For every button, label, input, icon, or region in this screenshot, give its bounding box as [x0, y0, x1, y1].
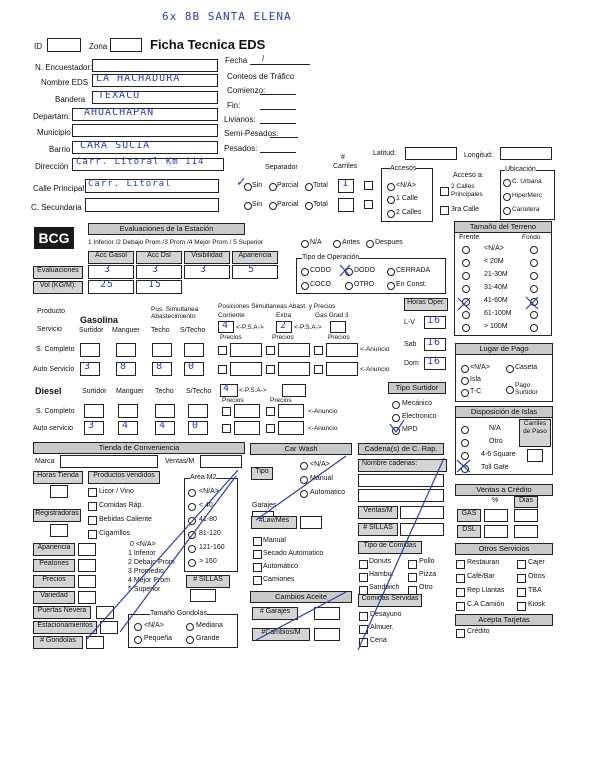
dsl-col-surtidor: Surtidor: [82, 388, 107, 395]
cadenas-ventas-label: Ventas/M: [358, 506, 398, 519]
tamano-opt-7: > 100M: [484, 323, 508, 330]
credito-pct-label: %: [492, 497, 499, 504]
gas-as-value-4: 0: [188, 361, 196, 372]
accesos-na-label: <N/A>: [396, 182, 416, 189]
mecanico-label: Mecánico: [402, 400, 432, 407]
vol-value-2: 15: [148, 279, 163, 290]
pago-caseta-label: Caseta: [515, 364, 538, 371]
row-evaluaciones: Evaluaciones: [33, 266, 83, 279]
comidas-servidas-label: Comidas Servidas: [358, 594, 422, 607]
semipesados-label: Semi-Pesados:: [224, 129, 279, 138]
departamento-label: Departam.: [33, 112, 71, 121]
eval-value-2: 3: [152, 264, 160, 275]
precios-label-1: Precios: [220, 334, 242, 341]
cambios-strike-line: [256, 592, 346, 640]
eval-value-1: 3: [104, 264, 112, 275]
separador-label: Separador: [265, 164, 298, 171]
gas-as-value-3: 8: [156, 361, 164, 372]
credito-dsl-label: DSL: [457, 525, 481, 538]
tamano-opt-4: 31-40M: [484, 284, 508, 291]
tamano-opt-1: <N/A>: [484, 245, 504, 252]
direccion-value: Carr. Litoral Km 114: [76, 157, 205, 167]
tienda-strike-line-2: [120, 476, 236, 632]
dodo-label: DODO: [354, 267, 375, 274]
scale-1: 1 Inferior: [128, 550, 156, 557]
horas-lv-label: L-V: [404, 319, 415, 326]
sandwich-label: Sandwich: [369, 584, 400, 591]
urbana-label: C. Urbana: [512, 178, 542, 185]
anuncio-label-1: <-Anuncio: [360, 346, 390, 353]
col-apariencia: Apariencia: [232, 251, 278, 264]
tg-na-label: <N/A>: [144, 622, 164, 629]
accesos-title: Accesos: [390, 165, 417, 172]
municipio-label: Municipio: [37, 128, 71, 137]
latitud-label: Latitud:: [373, 150, 396, 157]
cambios-header: Cambios Aceite: [250, 591, 352, 603]
fondo-label: Fondo: [522, 234, 541, 241]
sep-sin-label-2: Sin: [252, 201, 263, 208]
hash-label: #: [341, 154, 345, 161]
tarjeta-credito-label: Crédito: [467, 628, 490, 635]
tollgate-cross-mark: [457, 460, 470, 472]
corriente-label: Corriente: [218, 312, 245, 319]
col-acc-dsl: Acc Dsl: [136, 251, 182, 264]
ca-camion-label: C.A Camión: [467, 601, 505, 608]
calle-secundaria-label: C. Secundaria: [31, 203, 82, 212]
gas-col-surtidor: Surtidor: [79, 327, 104, 334]
puertas-label: Puertas Nevera: [33, 606, 91, 619]
diesel-precios-2: Precios: [270, 397, 292, 404]
precios-label-2: Precios: [272, 334, 294, 341]
otros-header: Otros Servicios: [455, 543, 553, 555]
area-gt160-label: > 160: [199, 558, 217, 565]
pesados-label: Pesados:: [224, 144, 258, 153]
tienda-header: Tienda de Conveniencia: [33, 442, 245, 454]
dsl-as-value-2: 4: [122, 420, 130, 431]
dsl-col-manguer: Manguer: [116, 388, 144, 395]
mpd-check-mark: [390, 420, 404, 432]
zona-label: Zona: [89, 42, 108, 51]
producto-label: Producto: [37, 308, 66, 315]
sep-parcial-label-2: Parcial: [277, 201, 299, 208]
dsl-row-scompleto: S. Completo: [36, 408, 75, 415]
dsl-anuncio-1: <-Anuncio: [308, 408, 338, 415]
horas-title: Horas Oper.: [404, 298, 448, 311]
marca-label: Marca: [35, 458, 55, 465]
horas-dom-label: Dom: [404, 360, 419, 367]
check-mark-icon: ✓: [236, 175, 247, 190]
psa-label-2: <-P.S.A->: [294, 324, 322, 331]
dodo-cross-mark: [340, 265, 350, 276]
fecha-slash: /: [262, 54, 265, 63]
horas-dom-value: 16: [427, 356, 442, 367]
anuncio-label-2: <-Anuncio: [360, 366, 390, 373]
departamento-value: AHUACHAPAN: [84, 107, 155, 118]
cajer-label: Cajer: [528, 559, 545, 566]
cw-auto-item: Automático: [263, 563, 299, 570]
estacionamientos-label: Estacionamientos: [33, 621, 97, 634]
accesos-1calle-label: 1 Calle: [396, 195, 418, 202]
gas-col-stecho: S/Techo: [180, 327, 206, 334]
cadenas-nombre-label: Nombre cadenas:: [358, 459, 447, 472]
area-title: Area M2: [190, 474, 217, 481]
area-na-label: <N/A>: [199, 488, 219, 495]
evaluaciones-header: Evaluaciones de la Estación: [88, 223, 245, 235]
cw-na-label: <N/A>: [310, 461, 330, 468]
corriente-psa-value: 4: [222, 320, 230, 331]
evaluaciones-scale: 1 Inferior /2 Debajo Prom /3 Prom /4 Mejor Prom / 5 Superior: [88, 239, 264, 246]
id-label: ID: [34, 42, 42, 51]
tamano-opt-5: 41-60M: [484, 297, 508, 304]
principales-label: 2 Calles Principales: [451, 183, 483, 198]
otro-label: OTRO: [354, 281, 375, 288]
donuts-label: Donuts: [369, 558, 392, 565]
tamano-header: Tamaño del Terreno: [454, 221, 552, 233]
area-40-label: < 40: [199, 502, 213, 509]
sep-parcial-label-1: Parcial: [277, 182, 299, 189]
gas-row-auto: Auto Servicio: [33, 366, 75, 373]
carwash-strike-line-1: [256, 456, 346, 520]
eval-value-4: 5: [248, 264, 256, 275]
coco-label: COCO: [310, 281, 331, 288]
hambu-label: Hambu.: [369, 571, 394, 578]
comidas-label: Comidas Ráp.: [99, 502, 144, 509]
handwritten-header: 6x 8B SANTA ELENA: [162, 10, 292, 23]
apariencia-label: Apariencia: [33, 543, 75, 556]
cafe-label: Café/Bar: [467, 573, 495, 580]
calle-principal-label: Calle Principal: [33, 184, 85, 193]
bandera-label: Bandera: [55, 95, 86, 104]
horas-sab-label: Sab: [404, 341, 417, 348]
cw-garajes-label: Garajes: [252, 502, 277, 509]
tarjetas-header: Acepta Tarjetas: [455, 614, 553, 626]
gas-col-techo: Techo: [151, 327, 170, 334]
electronico-label: Electronico: [402, 413, 437, 420]
bandera-value: TEXACO: [98, 90, 141, 101]
carwash-tipo-label: Tipo: [251, 467, 273, 480]
comienzo-label: Comienzo:: [227, 86, 266, 95]
tienda-strike-line-1: [86, 470, 238, 640]
nombre-eds-value: LA HACHADURA: [96, 73, 181, 84]
cerrada-label: CERRADA: [396, 267, 431, 274]
tg-pequena-label: Pequeña: [144, 635, 173, 642]
area-120-label: 81-120: [199, 530, 221, 537]
licor-label: Licor / Vino: [99, 488, 134, 495]
row-vol: Vol (KG/M):: [33, 281, 83, 294]
fondo-cross-mark: [526, 297, 538, 309]
disposicion-header: Disposición de Islas: [455, 406, 553, 418]
cadenas-sillas-label: # SILLAS: [358, 523, 398, 536]
tg-mediana-label: Mediana: [196, 622, 223, 629]
cw-camiones-item: Camiones: [263, 576, 295, 583]
calle-principal-value: Carr. Litoral: [88, 179, 172, 189]
credito-gas-label: GAS: [457, 509, 481, 522]
gas-row-scompleto: S. Completo: [36, 346, 75, 353]
lugar-pago-header: Lugar de Pago: [455, 343, 553, 355]
credito-dias-label: Dias: [514, 496, 538, 508]
col-acc-gasol: Acc Gasol: [88, 251, 134, 264]
dsl-col-techo: Techo: [155, 388, 174, 395]
area-80-label: 41-80: [199, 516, 217, 523]
direccion-label: Dirección: [35, 162, 69, 171]
carriles-value: 1: [342, 178, 350, 189]
grad3-label: Gas Grad 3: [315, 312, 349, 319]
area-160-label: 121-160: [199, 544, 225, 551]
islas-otro-label: Otro: [489, 438, 503, 445]
cadenas-strike-line: [358, 458, 444, 650]
dsl-row-auto: Auto servicio: [33, 425, 74, 432]
pago-isla-label: Isla: [470, 376, 481, 383]
restauran-label: Restauran: [467, 559, 500, 566]
encuestador-label: N. Encuestador:: [35, 63, 93, 72]
cena-label: Cena: [370, 637, 387, 644]
pos-title: Posiciones Simultaneas Abast. y Precios: [218, 303, 336, 310]
vol-value-1: 25: [100, 279, 115, 290]
conteos-label: Conteos de Tráfico: [227, 72, 295, 81]
diesel-title: Diesel: [35, 386, 62, 396]
otro-comida-label: Otro: [419, 584, 433, 591]
cw-secado-item: Secado Automatico: [263, 550, 324, 557]
simul-title: Pos. Simultanea Abastecimiento: [151, 306, 199, 320]
fecha-label: Fecha: [225, 56, 248, 65]
almuerzo-label: Almuer.: [370, 624, 394, 631]
codo-label: CODO: [310, 267, 331, 274]
mpd-label: MPD: [402, 426, 418, 433]
cw-manual-label: Manual: [310, 475, 333, 482]
psa-label-1: <-P.S.A->: [236, 324, 264, 331]
tamano-opt-3: 21-30M: [484, 271, 508, 278]
scale-2: 2 Debajo Prom: [128, 559, 175, 566]
pago-surtidor-label: Pago Surtidor: [515, 382, 538, 396]
hipermerc-label: HiperMerc: [512, 192, 542, 199]
tienda-sillas-label: # SILLAS: [186, 575, 230, 588]
cambios-label: #Cambios/M: [252, 628, 310, 641]
tamano-opt-2: < 20M: [484, 258, 504, 265]
eval-antes-label: Antes: [342, 239, 360, 246]
islas-square-label: 4-6 Square: [481, 451, 516, 458]
credito-header: Ventas a Crédito: [455, 484, 553, 496]
page-title: Ficha Tecnica EDS: [150, 37, 266, 52]
gas-as-value-2: 8: [120, 361, 128, 372]
pizza-label: Pizza: [419, 571, 437, 578]
fin-label: Fin:: [227, 101, 241, 110]
rep-llantas-label: Rep Llantas: [467, 587, 505, 594]
col-visibilidad: Visibilidad: [184, 251, 230, 264]
otros-serv-label: Otros: [528, 573, 546, 580]
en-const-label: En Const.: [396, 281, 427, 288]
dsl-as-value-4: 0: [192, 420, 200, 431]
precios-label-3: Precios: [328, 334, 350, 341]
longitud-label: Longitud:: [464, 152, 493, 159]
cw-automatico-label: Automatico: [310, 489, 346, 496]
carriles-paso-label: Carriles de Paso: [519, 419, 551, 447]
ventas-label: Ventas/M: [165, 458, 195, 465]
cambios-garajes-label: # Garajes: [252, 607, 298, 620]
acceso-a-title: Acceso a:: [453, 172, 484, 179]
gas-col-manguer: Manguer: [112, 327, 140, 334]
sep-total-label-1: Total: [313, 182, 328, 189]
horas-sab-value: 16: [427, 337, 442, 348]
frente-cross-mark: [458, 298, 470, 310]
diesel-psa-label: <-P.S.A->: [239, 387, 267, 394]
accesos-2calles-label: 2 Calles: [396, 209, 422, 216]
diesel-psa-value: 4: [223, 383, 231, 394]
cigarrillos-label: Cigarrillos: [99, 530, 131, 537]
barrio-value: CARA SUCIA: [80, 140, 151, 151]
tg-grande-label: Grande: [196, 635, 220, 642]
servicio-label: Servicio: [37, 326, 62, 333]
sep-sin-label-1: Sin: [252, 182, 263, 189]
tercera-calle-label: 3ra Calle: [451, 206, 480, 213]
bcg-logo: BCG: [34, 227, 74, 249]
cadenas-header: Cadena(s) de C. Rap.: [358, 443, 444, 455]
carriles-label: Carriles: [333, 163, 358, 170]
kiosk-label: Kiosk: [528, 601, 546, 608]
diesel-precios-1: Precios: [222, 397, 244, 404]
pago-tc-label: T-C: [470, 388, 482, 395]
tipo-surtidor-header: Tipo Surtidor: [388, 382, 446, 394]
scale-5: 5 Superior: [128, 586, 161, 593]
peatones-label: Peatones: [33, 559, 75, 572]
eval-despues-label: Despues: [375, 239, 403, 246]
pago-na-label: <N/A>: [470, 364, 490, 371]
gondolas-label: # Gondolas: [33, 636, 83, 649]
extra-psa-value: 2: [280, 320, 288, 331]
gas-as-value-1: 3: [84, 361, 92, 372]
registradoras-label: Registradoras: [33, 509, 81, 522]
islas-tollgate-label: Toll Gate: [481, 464, 509, 471]
desayuno-label: Desayuno: [370, 611, 402, 618]
horas-tienda-label: Horas Tienda: [33, 471, 83, 484]
sep-total-label-2: Total: [313, 201, 328, 208]
tba-label: TBA: [528, 587, 542, 594]
eval-na-label: N/A: [310, 239, 322, 246]
scale-4: 4 Mejor Prom: [128, 577, 171, 584]
nombre-eds-label: Nombre EDS: [41, 78, 89, 87]
cw-lav-label: #Lav/Mes: [251, 516, 297, 529]
islas-na-label: N/A: [489, 425, 501, 432]
horas-lv-value: 16: [427, 315, 442, 326]
frente-label: Frente: [459, 234, 480, 241]
productos-label: Productos vendidos: [88, 471, 160, 484]
scale-3: 3 Promedio: [128, 568, 164, 575]
dsl-anuncio-2: <-Anuncio: [308, 425, 338, 432]
comidas-header: Tipo de Comidas: [358, 541, 422, 554]
pollo-label: Pollo: [419, 558, 435, 565]
operacion-title: Tipo de Operación: [302, 254, 360, 261]
carwash-header: Car Wash: [250, 443, 352, 455]
eval-value-3: 3: [200, 264, 208, 275]
extra-label: Extra: [276, 312, 292, 319]
variedad-label: Variedad: [33, 591, 75, 604]
precios-tienda-label: Precios: [33, 575, 75, 588]
carretera-label: Carretera: [512, 206, 540, 213]
ubicacion-title: Ubicación: [505, 166, 536, 173]
bebidas-label: Bebidas Caliente: [99, 516, 152, 523]
dsl-col-stecho: S/Techo: [186, 388, 212, 395]
tamano-opt-6: 61-100M: [484, 310, 512, 317]
tam-gondolas-title: Tamaño Gondolas: [150, 610, 207, 617]
cw-manual-item: Manual: [263, 537, 286, 544]
gasolina-title: Gasolina: [80, 315, 119, 325]
dsl-as-value-1: 3: [88, 420, 96, 431]
scale-0: 0 <N/A>: [130, 541, 156, 548]
barrio-label: Barrio: [49, 145, 71, 154]
dsl-as-value-3: 4: [159, 420, 167, 431]
livianos-label: Livianos:: [224, 115, 256, 124]
